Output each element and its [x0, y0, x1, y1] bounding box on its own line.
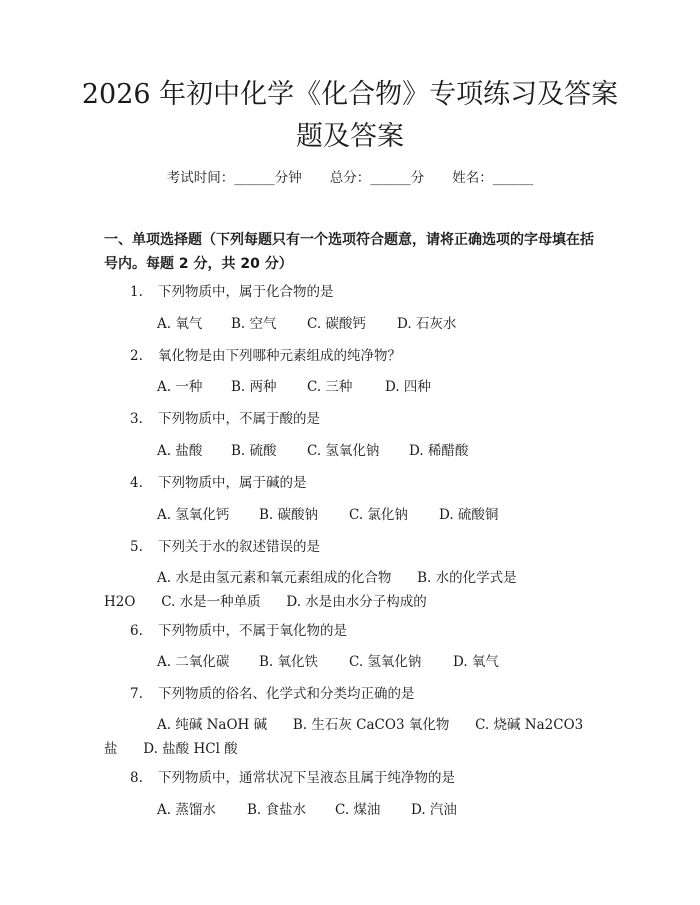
option-b: B. 水的化学式是 H2O: [104, 570, 517, 610]
section-heading: [104, 228, 604, 276]
option-c: C. 氢氧化钠: [307, 443, 380, 459]
option-a: A. 一种: [157, 379, 203, 395]
option-b: B. 硫酸: [231, 443, 277, 459]
question-8: [130, 768, 455, 788]
question-number: 1.: [130, 284, 143, 300]
question-5-options: [104, 566, 592, 614]
option-b: B. 空气: [231, 316, 277, 332]
option-d: D. 水是由水分子构成的: [286, 594, 427, 610]
question-3-options: [157, 441, 468, 461]
question-text: 下列物质中，属于化合物的是: [158, 284, 334, 300]
question-text: 下列物质中，通常状况下呈液态且属于纯净物的是: [158, 770, 455, 786]
option-d: D. 稀醋酸: [409, 443, 469, 459]
option-d: D. 石灰水: [397, 316, 457, 332]
option-d: D. 硫酸铜: [439, 507, 499, 523]
section-heading-line-2: 号内。每题 2 分，共 20 分）: [104, 256, 293, 272]
exam-time: 考试时间：______分钟: [166, 170, 302, 186]
option-c: C. 煤油: [335, 802, 381, 818]
question-number: 4.: [130, 475, 143, 491]
option-a: A. 二氧化碳: [157, 654, 230, 670]
option-d: D. 氧气: [453, 654, 499, 670]
question-2-options: [157, 377, 431, 397]
question-number: 3.: [130, 411, 143, 427]
option-a: A. 氢氧化钙: [157, 507, 230, 523]
option-b: B. 生石灰 CaCO3 氧化物: [292, 717, 450, 733]
question-4: [130, 473, 307, 493]
question-3: [130, 409, 320, 429]
question-5: [130, 537, 320, 557]
question-number: 6.: [130, 623, 143, 639]
question-1-options: [157, 314, 456, 334]
question-text: 下列物质中，属于碱的是: [158, 475, 307, 491]
question-number: 5.: [130, 539, 143, 555]
option-b: B. 氧化铁: [259, 654, 319, 670]
option-d: D. 汽油: [411, 802, 457, 818]
question-text: 下列关于水的叙述错误的是: [158, 539, 320, 555]
option-c: C. 氯化钠: [349, 507, 408, 523]
option-b: B. 碳酸钠: [259, 507, 319, 523]
option-a: A. 氧气: [157, 316, 203, 332]
option-a: A. 纯碱 NaOH 碱: [157, 717, 268, 733]
question-text: 下列物质的俗名、化学式和分类均正确的是: [158, 686, 415, 702]
option-c: C. 水是一种单质: [161, 594, 261, 610]
option-b: B. 两种: [231, 379, 277, 395]
question-text: 氧化物是由下列哪种元素组成的纯净物？: [158, 348, 401, 364]
question-4-options: [157, 505, 498, 525]
question-1: [130, 282, 334, 302]
question-6: [130, 621, 347, 641]
option-b: B. 食盐水: [247, 802, 307, 818]
total-score: 总分：______分: [329, 170, 425, 186]
question-6-options: [157, 652, 499, 672]
section-heading-line-1: 一、单项选择题（下列每题只有一个选项符合题意，请将正确选项的字母填在括: [104, 232, 594, 248]
student-name: 姓名：______: [452, 170, 534, 186]
option-c: C. 碳酸钙: [307, 316, 366, 332]
option-a: A. 水是由氢元素和氧元素组成的化合物: [157, 570, 392, 586]
option-a: A. 盐酸: [157, 443, 203, 459]
option-c: C. 三种: [307, 379, 353, 395]
question-8-options: [157, 800, 457, 820]
exam-info: [0, 168, 700, 188]
option-c: C. 氢氧化钠: [349, 654, 422, 670]
title-line-2: 题及答案: [296, 121, 404, 152]
question-number: 8.: [130, 770, 143, 786]
question-2: [130, 346, 401, 366]
question-text: 下列物质中，不属于氧化物的是: [158, 623, 347, 639]
document-title: [60, 74, 640, 158]
option-d: D. 四种: [385, 379, 431, 395]
question-number: 7.: [130, 686, 143, 702]
option-c: C. 烧碱 Na2CO3 盐: [104, 717, 584, 757]
question-text: 下列物质中，不属于酸的是: [158, 411, 320, 427]
question-number: 2.: [130, 348, 143, 364]
title-line-1: 2026 年初中化学《化合物》专项练习及答案: [81, 79, 619, 110]
option-d: D. 盐酸 HCl 酸: [143, 741, 238, 757]
question-7: [130, 684, 415, 704]
option-a: A. 蒸馏水: [157, 802, 216, 818]
question-7-options: [104, 713, 592, 761]
